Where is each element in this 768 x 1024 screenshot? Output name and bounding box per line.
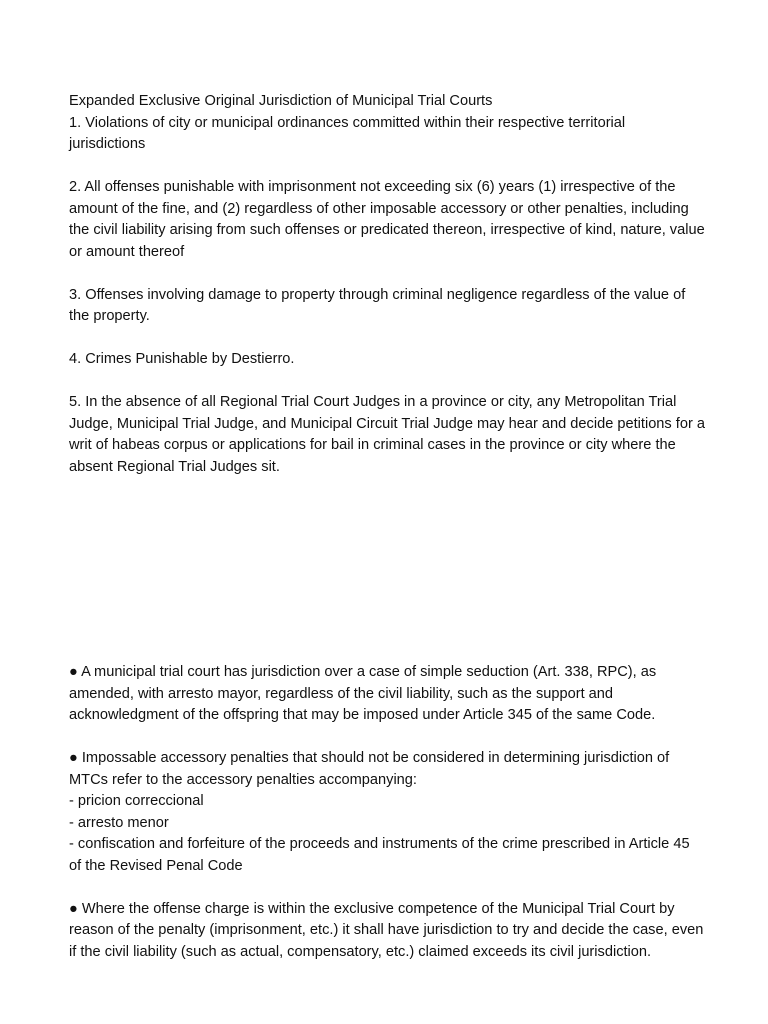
list-item-2: 2. All offenses punishable with imprisonment not exceeding six (6) years (1) irrespective of the amount of the fine, and (2) regardless of other imposable accessory or other penalties, including the civil liability arising from such offenses or predicated thereon, irrespective of kind, nature, value or amount thereof	[69, 179, 709, 260]
bullet-subitem: - arresto menor	[69, 814, 169, 831]
bullet-item-2-intro: ● Impossable accessory penalties that should not be considered in determining jurisdiction of MTCs refer to the accessory penalties accompanying:	[69, 750, 674, 788]
bullet-item-3: ● Where the offense charge is within the exclusive competence of the Municipal Trial Court by reason of the penalty (imprisonment, etc.) it shall have jurisdiction to try and decide the case, even if the civil liability (such as actual, compensatory, etc.) claimed exceeds its civil jurisdiction.	[69, 900, 708, 960]
paragraph-gap	[69, 156, 705, 178]
paragraph-gap	[69, 371, 705, 393]
bullet-item-1: ● A municipal trial court has jurisdiction over a case of simple seduction (Art. 338, RPC), as amended, with arresto mayor, regardless of the civil liability, such as the support and acknowledgment of the offspring that may be imposed under Article 345 of the same Code.	[69, 664, 661, 723]
bullet-subitem: - pricion correccional	[69, 793, 204, 809]
bullet-subitem: - confiscation and forfeiture of the proceeds and instruments of the crime prescribed in Article 45 of the Revised Penal Code	[69, 836, 690, 874]
document-heading: Expanded Exclusive Original Jurisdiction of Municipal Trial Courts	[69, 93, 493, 109]
document-top-section	[69, 91, 710, 478]
document-bullet-section	[69, 662, 708, 963]
paragraph-gap	[69, 727, 705, 749]
paragraph-gap	[69, 328, 705, 350]
list-item-1: 1. Violations of city or municipal ordinances committed within their respective territorial jurisdictions	[69, 114, 630, 152]
list-item-4: 4. Crimes Punishable by Destierro.	[69, 351, 295, 367]
list-item-3: 3. Offenses involving damage to property through criminal negligence regardless of the value of the property.	[69, 286, 690, 324]
paragraph-gap	[69, 263, 705, 285]
paragraph-gap	[69, 877, 705, 899]
list-item-5: 5. In the absence of all Regional Trial Court Judges in a province or city, any Metropolitan Trial Judge, Municipal Trial Judge, and Municipal Circuit Trial Judge may hear and decide petitions for a writ of habeas corpus or applications for bail in criminal cases in the province or city where the absent Regional Trial Judges sit.	[69, 394, 710, 475]
